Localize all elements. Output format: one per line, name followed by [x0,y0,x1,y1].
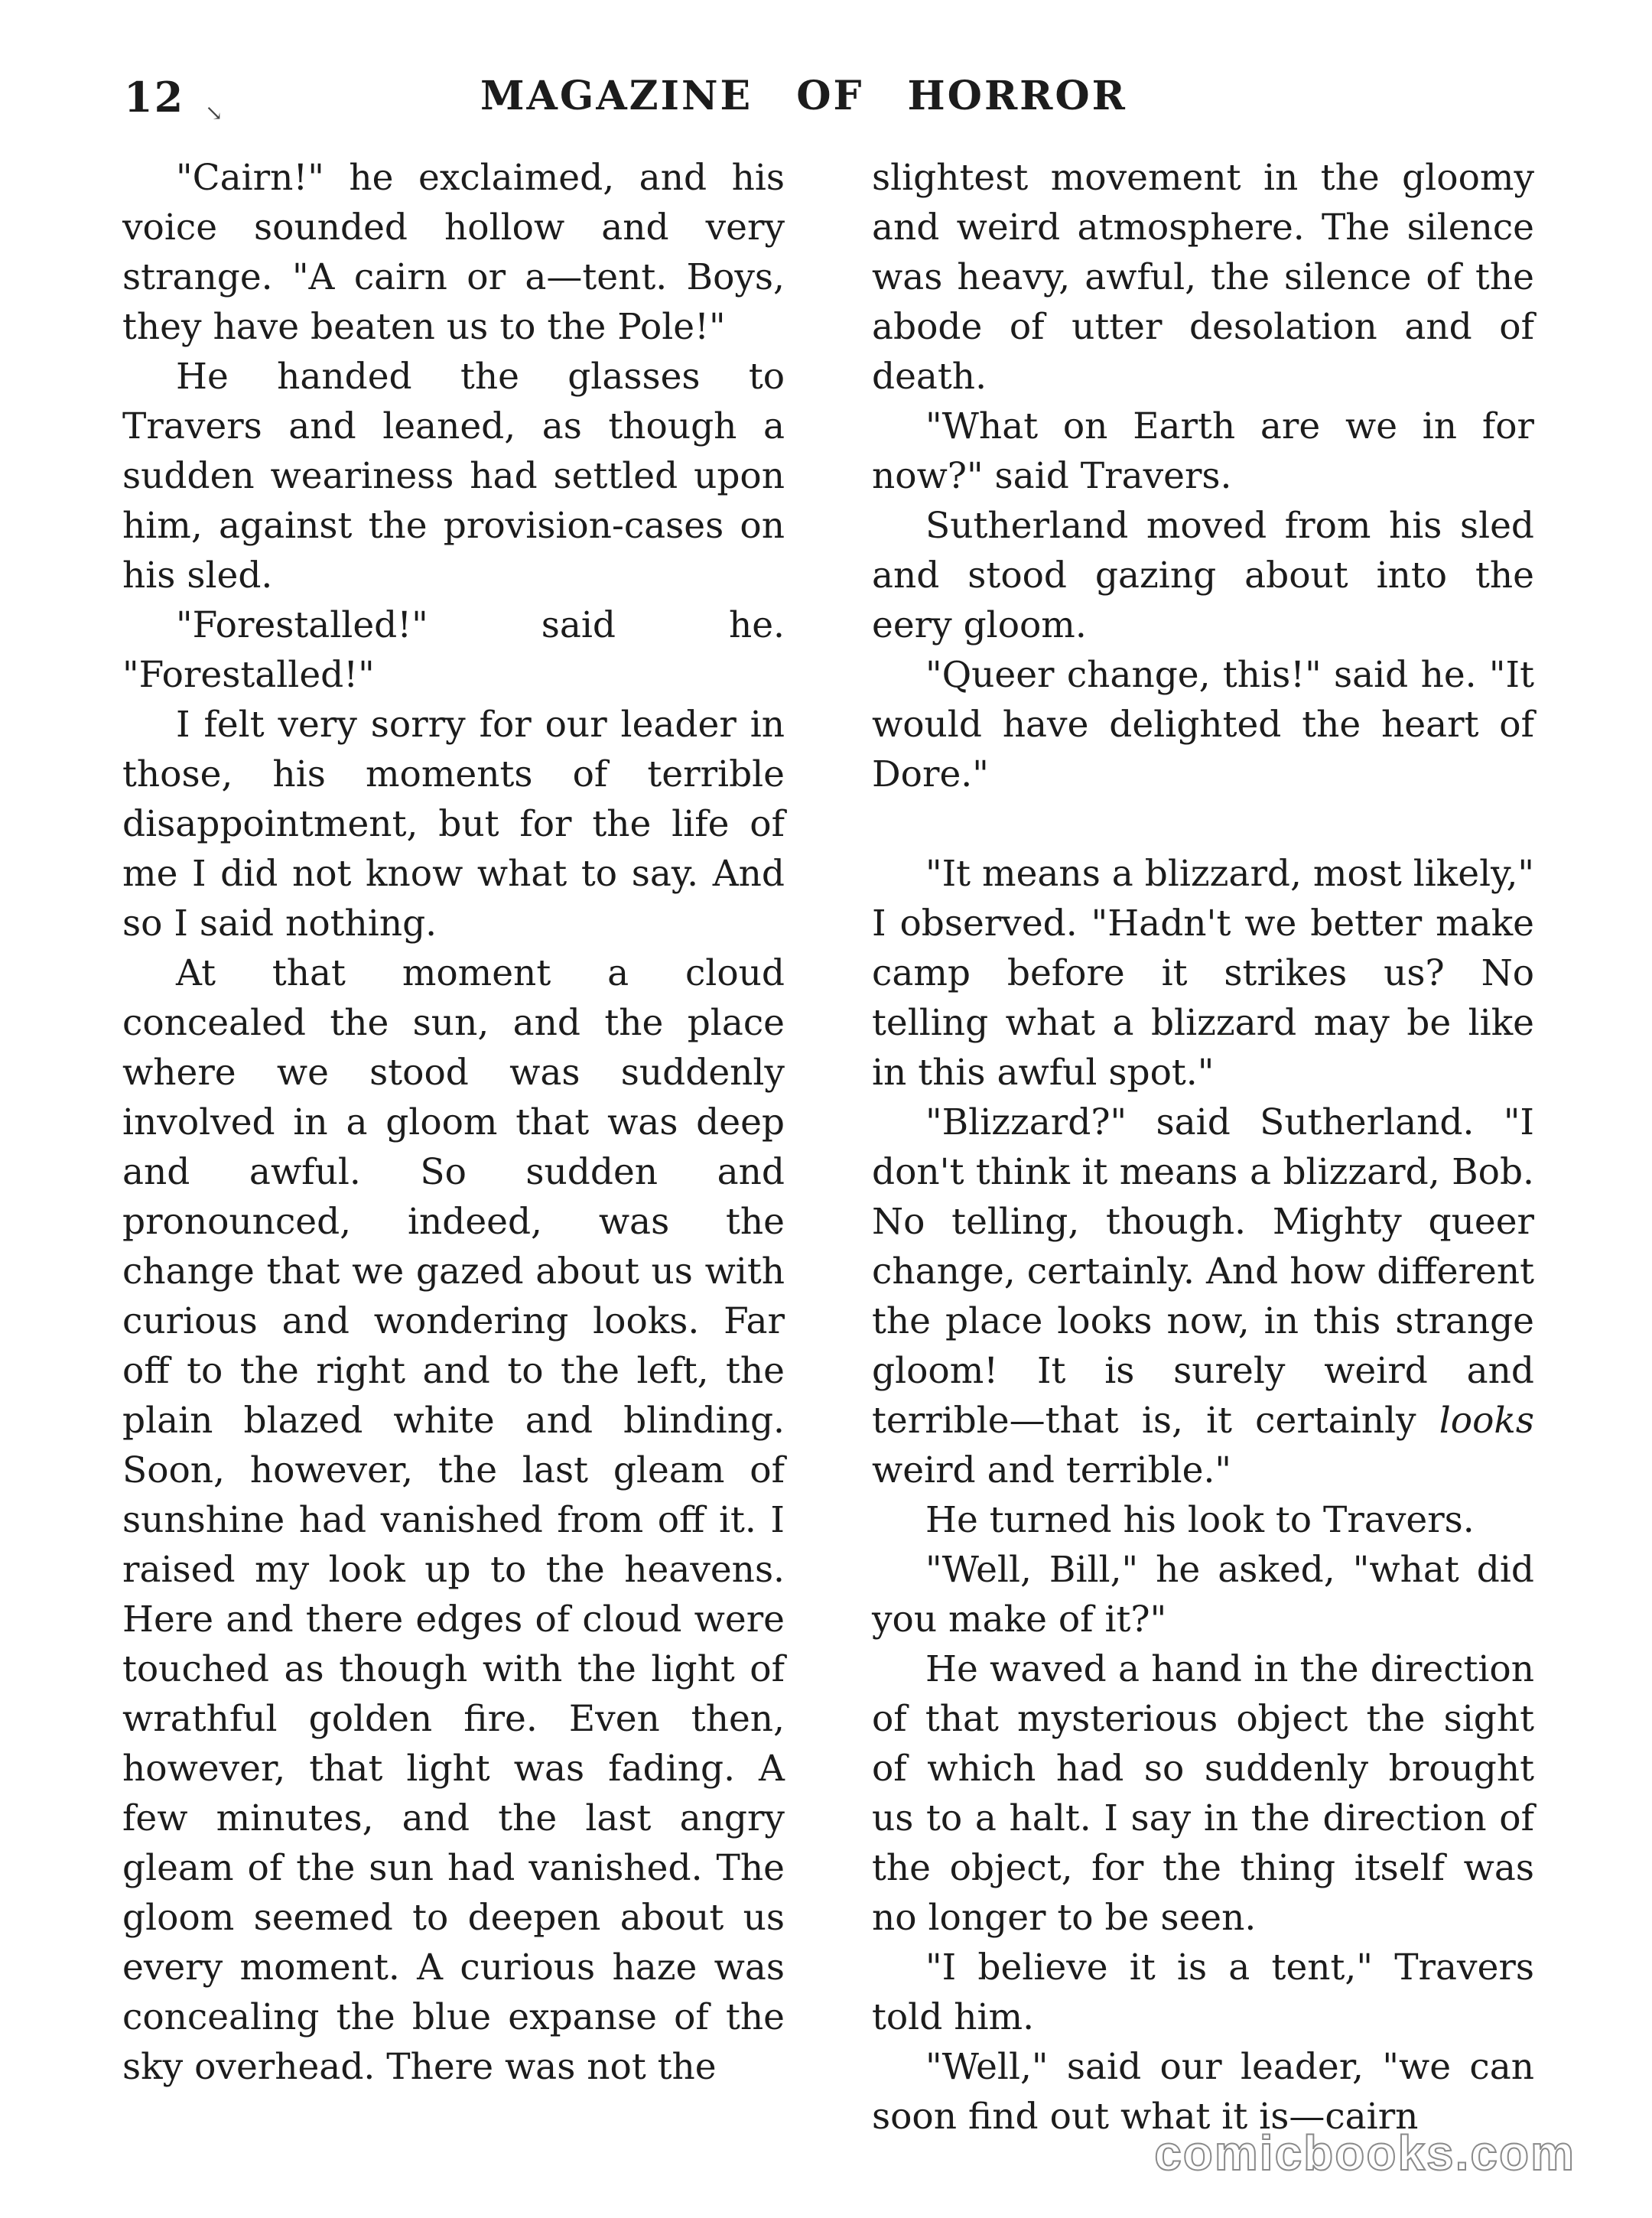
paragraph-text: weird and terrible." [872,1449,1232,1491]
paragraph: "Queer change, this!" said he. "It would have delighted the heart of Dore." [872,654,1534,795]
watermark: comicbooks.com [1154,2125,1576,2181]
paragraph: He waved a hand in the direction of that mysterious object the sight of which had so suddenly brought us to a halt. I say in the direction of the object, for the thing itself was no longer to be seen. [872,1648,1534,1939]
paragraph: "Well, Bill," he asked, "what did you make of it?" [872,1549,1534,1641]
emphasized-word: looks [1439,1400,1534,1442]
left-column [122,153,785,2092]
paragraph-text: "Blizzard?" said Sutherland. "I don't think it means a blizzard, Bob. No telling, though. Mighty queer change, certainly. And how different the place looks now, in this strange gloom! It is surely weird and terrible—that is, it certainly [872,1101,1534,1442]
paragraph: "Forestalled!" said he. "Forestalled!" [122,604,785,696]
running-title: MAGAZINE OF HORROR [480,73,1127,119]
paragraph: "Cairn!" he exclaimed, and his voice sounded hollow and very strange. "A cairn or a—tent. Boys, they have beaten us to the Pole!" [122,157,785,348]
paragraph: Sutherland moved from his sled and stood gazing about into the eery gloom. [872,505,1534,646]
page-number-mark: ↘ [205,100,223,125]
paragraph: I felt very sorry for our leader in those, his moments of terrible disappointment, but for the life of me I did not know what to say. And so I said nothing. [122,704,785,945]
paragraph: "What on Earth are we in for now?" said Travers. [872,405,1534,497]
paragraph: "I believe it is a tent," Travers told him. [872,1946,1534,2038]
right-column [872,153,1534,2142]
paragraph: "It means a blizzard, most likely," I observed. "Hadn't we better make camp before it strikes us? No telling what a blizzard may be like in this awful spot." [872,853,1534,1094]
paragraph: "Well," said our leader, "we can soon find out what it is—cairn [872,2046,1534,2138]
paragraph [872,1098,1534,1495]
paragraph-continuation: slightest movement in the gloomy and weird atmosphere. The silence was heavy, awful, the silence of the abode of utter desolation and of death. [872,157,1534,398]
paragraph: He handed the glasses to Travers and leaned, as though a sudden weariness had settled upon him, against the provision-cases on his sled. [122,356,785,597]
paragraph: He turned his look to Travers. [925,1499,1475,1541]
paragraph: At that moment a cloud concealed the sun, and the place where we stood was suddenly involved in a gloom that was deep and awful. So sudden and pronounced, indeed, was the change that we gazed about us with curious and wondering looks. Far off to the right and to the left, the plain blazed white and blinding. Soon, however, the last gleam of sunshine had vanished from off it. I raised my look up to the heavens. Here and there edges of cloud were touched as though with the light of wrathful golden fire. Even then, however, that light was fading. A few minutes, and the last angry gleam of the sun had vanished. The gloom seemed to deepen about us every moment. A curious haze was concealing the blue expanse of the sky overhead. There was not the [122,952,785,2088]
page-number: 12 [124,73,185,122]
page-header [0,73,1652,141]
